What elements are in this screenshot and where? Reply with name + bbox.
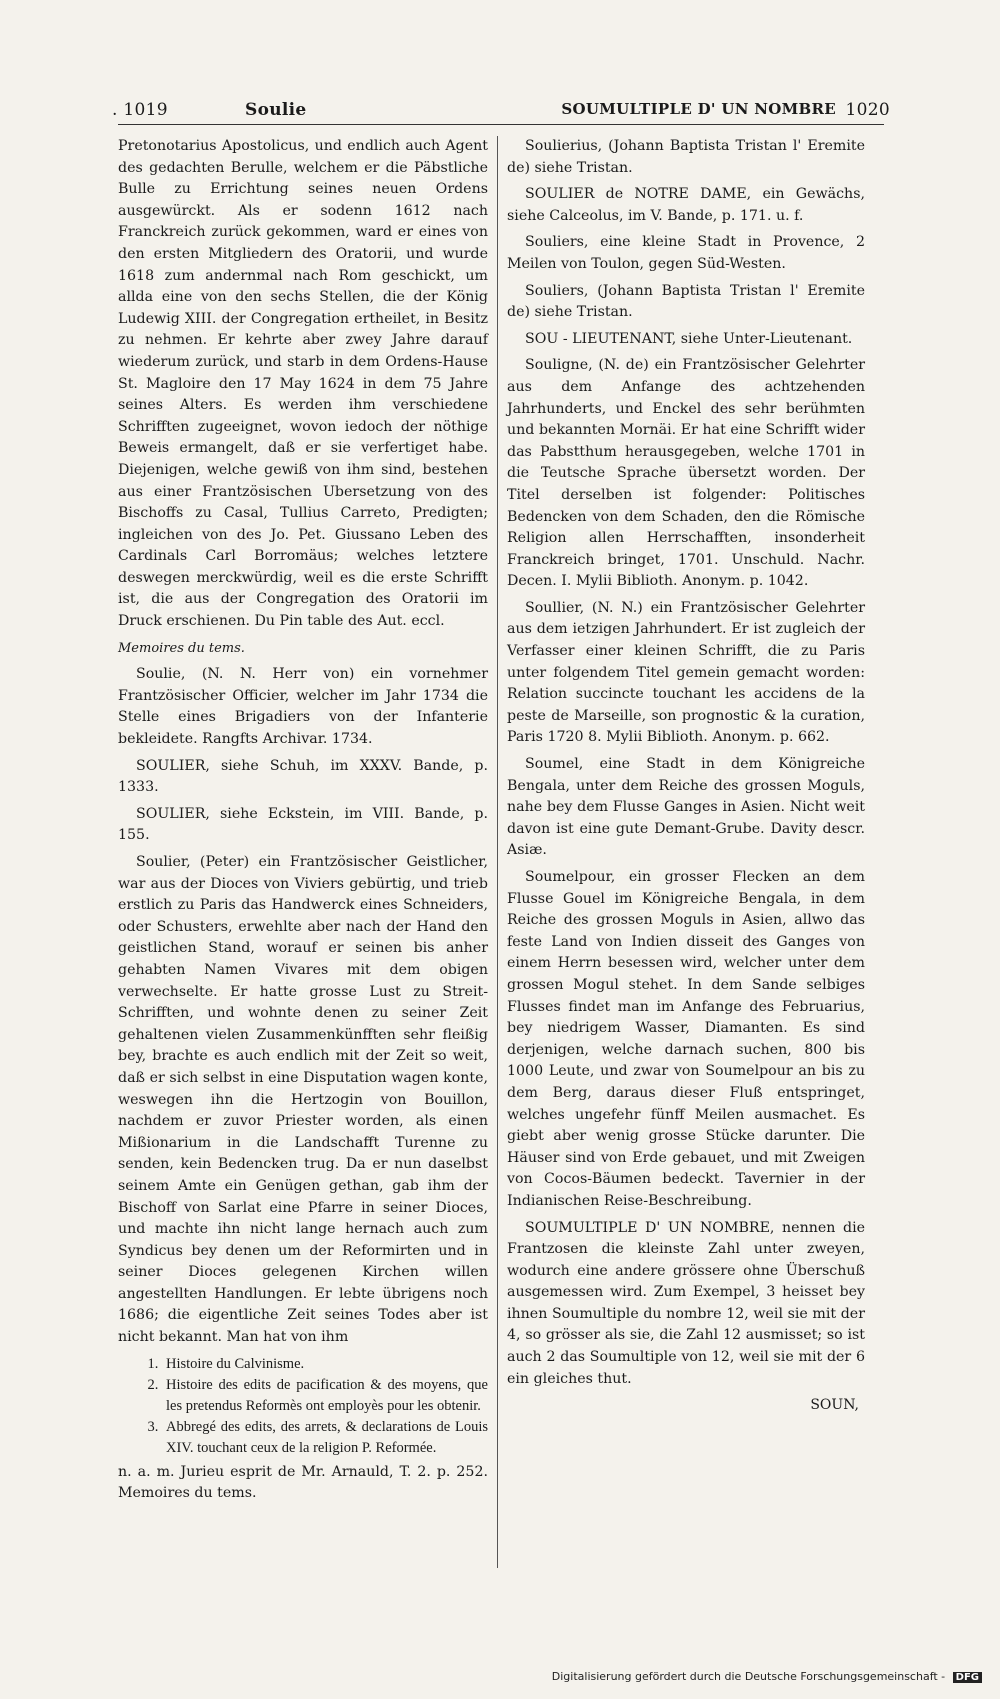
entry-paragraph: Soulier, (Peter) ein Frantzösischer Geistlicher, war aus der Dioces von Viviers gebürtig, und trieb erstlich zu Paris das Handwerck eines Schneiders, oder Schusters, erwehlte aber nach der Hand den geistlichen Stand, worauf er seinen bis anher gehabten Namen Vivares mit dem obigen verwechselte. Er hatte grosse Lust zu Streit-Schrifften, und wohnte denen zu seiner Zeit gehaltenen vielen Zusammenkünfften sehr fleißig bey, brachte es auch endlich mit der Zeit so weit, daß er sich selbst in eine Disputation wagen konte, weswegen ihn die Hertzogin von Bouillon, nachdem er zuvor Priester worden, als einen Mißionarium in die Landschafft Turenne zu senden, kein Bedencken trug. Da er nun daselbst seinem Amte ein Genügen gethan, gab ihm der Bischoff von Sarlat eine Pfarre in seiner Dioces, und machte ihn nicht lange hernach auch zum Syndicus bey denen um der Reformirten und in seiner Dioces gelegenen Kirchen willen angestellten Handlungen. Er lebte übrigens noch 1686; die eigentliche Zeit seines Todes aber ist nicht bekannt. Man hat von ihm (118, 854, 488, 1346)
entry-paragraph: Soulie, (N. N. Herr von) ein vornehmer Frantzösischer Officier, welcher im Jahr 1734 die Stelle eines Brigadiers von der Infanterie bekleidete. Rangfts Archivar. 1734. (118, 666, 488, 748)
entry-paragraph: Soumel, eine Stadt in dem Königreiche Bengala, unter dem Reiche des grossen Moguls, nahe bey dem Flusse Ganges in Asien. Nicht weit davon ist eine gute Demant-Grube. Davity descr. Asiæ. (507, 756, 865, 859)
entry-paragraph: SOULIER, siehe Eckstein, im VIII. Bande, p. 155. (118, 805, 488, 844)
running-head-right: SOUMULTIPLE D' UN NOMBRE (561, 100, 836, 118)
dfg-logo: DFG (953, 1672, 982, 1683)
entry-paragraph: SOUMULTIPLE D' UN NOMBRE, nennen die Frantzosen die kleinste Zahl unter zweyen, wodurch eine andere grössere ohne Überschuß ausgemessen wird. Zum Exempel, 3 heisset bey ihnen Soumultiple du nombre 12, weil sie mit der 4, so grösser als sie, die Zahl 12 ausmisset; so ist auch 2 das Soumultiple von 12, weil sie mit der 6 ein gleiches thut. (507, 1219, 865, 1387)
entry-paragraph: SOULIER, siehe Schuh, im XXXV. Bande, p. 1333. (118, 757, 488, 796)
list-item: 2. Histoire des edits de pacification & des moyens, que les pretendus Reformès ont employès pour les obtenir. (162, 1375, 488, 1417)
source-citation: n. a. m. Jurieu esprit de Mr. Arnauld, T. 2. p. 252. Memoires du tems. (118, 1463, 488, 1502)
entry-paragraph: Pretonotarius Apostolicus, und endlich auch Agent des gedachten Berulle, welchem er die Päbstliche Bulle zu Errichtung seines neuen Ordens ausgewürckt. Als er sodenn 1612 nach Franckreich zurück gekommen, ward er eines von den ersten Mitgliedern des Oratorii, und wurde 1618 zum andernmal nach Rom geschickt, um allda eine von den sechs Stellen, die der König Ludewig XIII. der Congregation ertheilet, in Besitz zu nehmen. Er kehrte aber zwey Jahre darauf wiederum zurück, und starb in dem Ordens-Hause St. Magloire den 17 May 1624 in dem 75 Jahre seines Alters. Es werden ihm verschiedene Schrifften zugeeignet, wovon iedoch der nöthige Beweis ermangelt, daß er sie verfertiget habe. Diejenigen, welche gewiß von ihm sind, bestehen aus einer Frantzösischen Ubersetzung von des Bischoffs zu Casal, Tullius Carreto, Predigten; ingleichen von des Jo. Pet. Giussano Leben des Cardinals Carl Borromäus; welches letztere deswegen merckwürdig, weil es die erste Schrifft ist, die aus der Congregation des Oratorii im Druck erschienen. Du Pin table des Aut. eccl. (118, 138, 488, 630)
entry-paragraph: Souligne, (N. de) ein Frantzösischer Gelehrter aus dem Anfange des achtzehenden Jahrhunderts, und Enckel des sehr berühmten und bekannten Mornäi. Er hat eine Schrifft wider das Pabstthum herausgegeben, welche 1701 in die Teutsche Sprache übersetzt worden. Der Titel derselben ist folgender: Politisches Bedencken von dem Schaden, den die Römische Religion allen Herrschafften, insonderheit Franckreich bringet, 1701. Unschuld. Nachr. Decen. I. Mylii Biblioth. Anonym. p. 1042. (507, 357, 865, 590)
entry-paragraph: Soullier, (N. N.) ein Frantzösischer Gelehrter aus dem ietzigen Jahrhundert. Er ist zugleich der Verfasser einer kleinen Schrifft, die zu Paris unter folgendem Titel gemein gemacht worden: Relation succincte touchant les accidens de la peste de Marseille, son prognostic & la curation, Paris 1720 8. Mylii Biblioth. Anonym. p. 662. (507, 599, 865, 746)
entry-paragraph: Souliers, eine kleine Stadt in Provence, 2 Meilen von Toulon, gegen Süd-Westen. (507, 234, 865, 272)
works-list (118, 1354, 488, 1459)
list-item: 3. Abbregé des edits, des arrets, & declarations de Louis XIV. touchant ceux de la religion P. Reformée. (162, 1417, 488, 1459)
entry-paragraph: Soumelpour, ein grosser Flecken an dem Flusse Gouel im Königreiche Bengala, in dem Reiche des grossen Moguls in Asien, allwo das feste Land von Indien disseit des Ganges von einem Herrn besessen wird, welcher unter dem grossen Mogul stehet. In dem Sande selbiges Flusses findet man im Anfange des Februarius, bey niedrigem Wasser, Diamanten. Es sind derjenigen, welche darnach suchen, 800 bis 1000 Leute, und zwar von Soumelpour an bis zu dem Berg, daraus dieser Fluß entspringet, welches ungefehr fünff Meilen ausmachet. Es giebt aber wenig grosse Stücke darunter. Die Häuser sind von Erde gebauet, und mit Zweigen von Cocos-Bäumen bedeckt. Tavernier in der Indianischen Reise-Beschreibung. (507, 869, 865, 1209)
catchword: SOUN, (810, 1397, 859, 1414)
running-head-left: Soulie (245, 100, 307, 120)
entry-paragraph: Souliers, (Johann Baptista Tristan l' Eremite de) siehe Tristan. (507, 282, 865, 321)
page-number-right: 1020 (845, 100, 890, 120)
page-number-left: . 1019 (112, 100, 168, 120)
entry-paragraph: SOULIER de NOTRE DAME, ein Gewächs, siehe Calceolus, im V. Bande, p. 171. u. f. (507, 186, 865, 224)
entry-paragraph: SOU - LIEUTENANT, siehe Unter-Lieutenant. (525, 330, 853, 347)
source-citation: Memoires du tems. (118, 640, 245, 656)
list-item: 1. Histoire du Calvinisme. (162, 1354, 488, 1375)
right-column (507, 136, 865, 1417)
credit-text: Digitalisierung gefördert durch die Deutsche Forschungsgemeinschaft - (551, 1670, 946, 1683)
left-column (118, 136, 488, 1510)
header-rule (118, 124, 884, 125)
column-divider (497, 136, 498, 1568)
entry-paragraph: Soulierius, (Johann Baptista Tristan l' Eremite de) siehe Tristan. (507, 138, 865, 176)
digitization-credit (552, 1670, 982, 1683)
